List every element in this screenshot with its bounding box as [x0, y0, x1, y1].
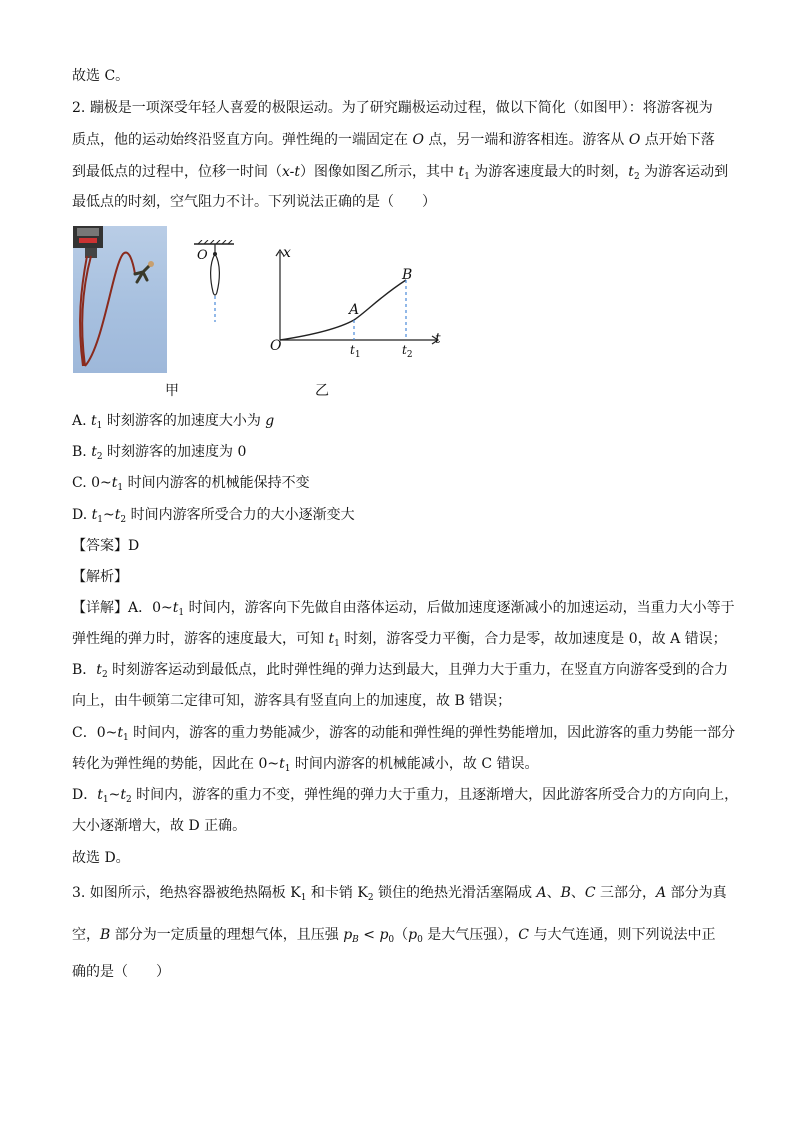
xt-graph: [266, 246, 446, 346]
q2-stem-line-3: 到最低点的过程中，位移一时间（x-t）图像如图乙所示，其中 $t_1$ 为游客速度最大的时刻，$t_2$ 为游客运动到: [72, 164, 729, 182]
bungee-cord: [80, 256, 91, 366]
xt-curve: [280, 280, 406, 340]
platform-sign: [79, 238, 97, 243]
q2-conclusion: 故选 D。: [72, 850, 130, 866]
q3-line-2: 空，B 部分为一定质量的理想气体，且压强 $p_B < p_0(p_0$ 是大气压强），C 与大气连通，则下列说法中正: [72, 927, 716, 945]
option-c: C. $0\sim t_1$ 时间内游客的机械能保持不变: [72, 475, 310, 493]
figure-jia-label: 甲: [165, 383, 179, 399]
q3-line-1: 3. 如图所示，绝热容器被绝热隔板 $K_1$ 和卡销 $K_2$ 锁住的绝热光滑活塞隔成 A、B、C 三部分，A 部分为真: [72, 885, 727, 903]
detail-line-6: 转化为弹性绳的势能，因此在 $0\sim t_1$ 时间内游客的机械能减小，故 C 错误。: [72, 756, 539, 774]
x-axis-label: x: [283, 245, 291, 261]
point-a-label: A: [349, 302, 360, 318]
q3-line-3: 确的是（ ）: [72, 964, 170, 980]
pendulum-origin-label: O: [197, 248, 208, 263]
q2-stem-line-1: 2. 蹦极是一项深受年轻人喜爱的极限运动。为了研究蹦极运动过程，做以下简化（如图甲）：将游客视为: [72, 100, 713, 116]
bungee-photo-drawing: [73, 226, 167, 373]
detail-line-4: 向上，由牛顿第二定律可知，游客具有竖直向上的加速度，故 B 错误；: [72, 693, 512, 709]
origin-label: O: [270, 338, 282, 354]
detail-line-2: 弹性绳的弹力时，游客的速度最大，可知 $t_1$ 时刻，游客受力平衡，合力是零，故加速度是 0，故 A 错误；: [72, 631, 727, 649]
option-d: D. $t_1\sim t_2$ 时间内游客所受合力的大小逐渐变大: [72, 507, 355, 525]
q2-stem-line-4: 最低点的时刻，空气阻力不计。下列说法正确的是（ ）: [72, 194, 436, 210]
bungee-photo: [73, 226, 167, 373]
q2-stem-line-2: 质点，他的运动始终沿竖直方向。弹性绳的一端固定在 O 点，另一端和游客相连。游客从 O 点开始下落: [72, 132, 715, 148]
jumper-head: [148, 261, 154, 267]
previous-conclusion: 故选 C。: [72, 68, 130, 84]
jumper-figure: [135, 266, 149, 282]
answer-value: D: [128, 538, 140, 554]
answer-line: [72, 536, 139, 556]
detail-line-5: C．$0\sim t_1$ 时间内，游客的重力势能减少，游客的动能和弹性绳的弹性势能增加，因此游客的重力势能一部分: [72, 725, 736, 743]
detail-line-1: 【详解】A．$0\sim t_1$ 时间内，游客向下先做自由落体运动，后做加速度逐渐减小的加速运动，当重力大小等于: [72, 600, 735, 618]
analysis-label: 【解析】: [72, 569, 128, 585]
fixed-point-dot: [213, 252, 217, 256]
option-b: B. $t_2$ 时刻游客的加速度为 0: [72, 444, 247, 462]
answer-label: 【答案】: [72, 538, 128, 554]
bungee-cord-rising: [85, 253, 135, 366]
detail-line-7: D．$t_1\sim t_2$ 时间内，游客的重力不变，弹性绳的弹力大于重力，且逐渐增大，因此游客所受合力的方向向上，: [72, 787, 739, 805]
point-b-label: B: [402, 267, 413, 283]
t1-tick-label: $t_1$: [350, 343, 361, 360]
option-a: A. $t_1$ 时刻游客的加速度大小为 g: [72, 413, 275, 431]
platform-rail: [77, 228, 99, 236]
detail-line-3: B．$t_2$ 时刻游客运动到最低点，此时弹性绳的弹力达到最大，且弹力大于重力，在竖直方向游客受到的合力: [72, 662, 729, 680]
t2-tick-label: $t_2$: [402, 343, 413, 360]
q2-number: 2.: [72, 100, 86, 116]
detail-line-8: 大小逐渐增大，故 D 正确。: [72, 818, 247, 834]
t-axis-label: t: [435, 331, 441, 347]
figure-yi-label: 乙: [315, 383, 329, 399]
elastic-cord-loop: [211, 244, 220, 295]
